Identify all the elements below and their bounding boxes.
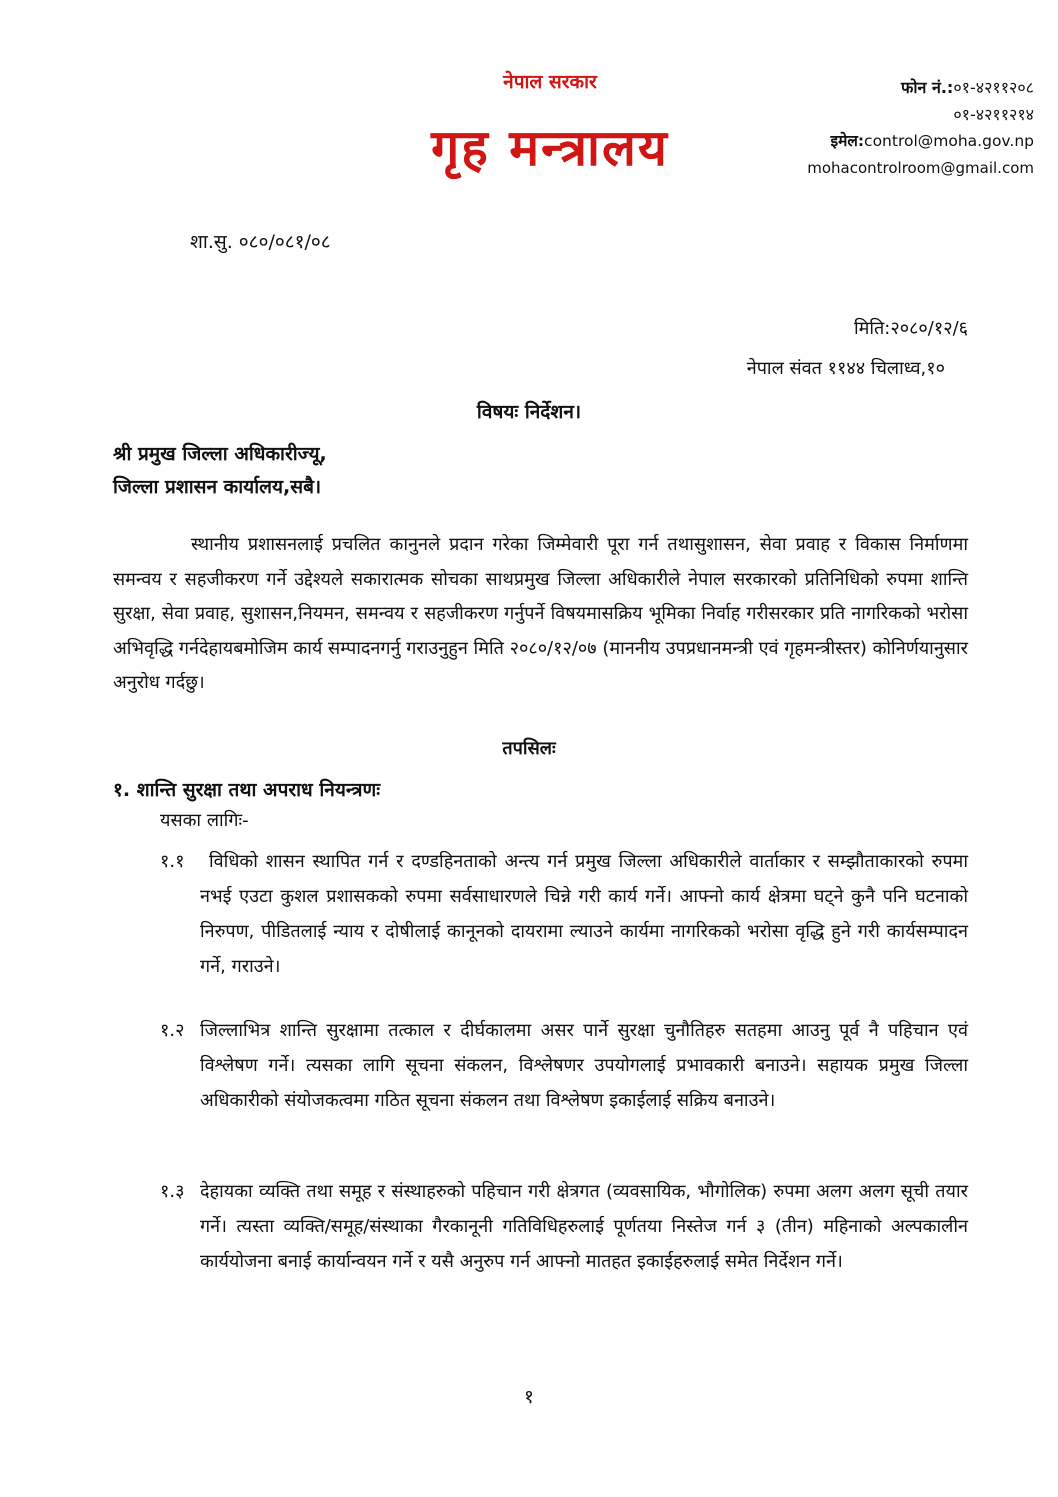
government-title: नेपाल सरकार bbox=[503, 71, 597, 93]
phone-label: फोन नं.: bbox=[901, 78, 954, 97]
contact-block bbox=[807, 74, 1034, 182]
annex-title: तपसिलः bbox=[502, 738, 556, 759]
list-item bbox=[160, 1013, 968, 1118]
email-2: mohacontrolroom@gmail.com bbox=[807, 159, 1034, 177]
body-paragraph: स्थानीय प्रशासनलाई प्रचलित कानुनले प्रदान गरेका जिम्मेवारी पूरा गर्न तथासुशासन, सेवा प्रवाह र विकास निर्माणमा समन्वय र सहजीकरण गर्ने उद्देश्यले सकारात्मक सोचका साथप्रमुख जिल्ला अधिकारीले नेपाल सरकारको प्रतिनिधिको रुपमा शान्ति सुरक्षा, सेवा प्रवाह, सुशासन,नियमन, समन्वय र सहजीकरण गर्नुपर्ने विषयमासक्रिय भूमिका निर्वाह गरीसरकार प्रति नागरिकको भरोसा अभिवृद्धि गर्नदेहायबमोजिम कार्य सम्पादनगर्नु गराउनुहुन मिति २०८०/१२/०७ (माननीय उपप्रधानमन्त्री एवं गृहमन्त्रीस्तर) कोनिर्णयानुसार अनुरोध गर्दछु। bbox=[113, 534, 968, 693]
item-text: विधिको शासन स्थापित गर्न र दण्डहिनताको अन्त्य गर्न प्रमुख जिल्ला अधिकारीले वार्ताकार र सम्झौताकारको रुपमा नभई एउटा कुशल प्रशासकको रुपमा सर्वसाधारणले चिन्ने गरी कार्य गर्ने। आफ्नो कार्य क्षेत्रमा घट्ने कुनै पनि घटनाको निरुपण, पीडितलाई न्याय र दोषीलाई कानूनको दायरामा ल्याउने कार्यमा नागरिकको भरोसा वृद्धि हुने गरी कार्यसम्पादन गर्ने, गराउने। bbox=[200, 851, 968, 977]
email-label: इमेल: bbox=[830, 132, 865, 150]
reference-number: शा.सु. ०८०/०८१/०८ bbox=[190, 231, 331, 253]
addressee-line-2: जिल्ला प्रशासन कार्यालय,सबै। bbox=[113, 476, 322, 498]
subject-line: विषयः निर्देशन। bbox=[476, 401, 582, 423]
ministry-title: गृह मन्त्रालय bbox=[431, 119, 669, 177]
date-nepal-sambat: नेपाल संवत ११४४ चिलाध्व,१० bbox=[746, 358, 945, 379]
addressee-block bbox=[113, 438, 327, 504]
page-number: १ bbox=[524, 1386, 534, 1408]
email-1: control@moha.gov.np bbox=[864, 132, 1034, 150]
email-line bbox=[807, 128, 1034, 155]
section-heading: १. शान्ति सुरक्षा तथा अपराध नियन्त्रणः bbox=[113, 779, 381, 801]
list-item bbox=[160, 1174, 968, 1279]
item-number: १.३ bbox=[160, 1181, 185, 1202]
list-item bbox=[160, 844, 968, 984]
phone-line-1 bbox=[807, 74, 1034, 101]
item-number: १.१ bbox=[160, 851, 185, 872]
date-bs: मिति:२०८०/१२/६ bbox=[853, 318, 968, 339]
item-text: जिल्लाभित्र शान्ति सुरक्षामा तत्काल र दीर्घकालमा असर पार्ने सुरक्षा चुनौतिहरु सतहमा आउनु पूर्व नै पहिचान एवं विश्लेषण गर्ने। त्यसका लागि सूचना संकलन, विश्लेषणर उपयोगलाई प्रभावकारी बनाउने। सहायक प्रमुख जिल्ला अधिकारीको संयोजकत्वमा गठित सूचना संकलन तथा विश्लेषण इकाईलाई सक्रिय बनाउने। bbox=[200, 1020, 968, 1111]
phone-line-2: ०१-४२११२१४ bbox=[953, 105, 1034, 124]
phone-1: ०१-४२११२०८ bbox=[953, 78, 1034, 97]
item-number: १.२ bbox=[160, 1020, 185, 1041]
section-intro: यसका लागिः- bbox=[160, 810, 249, 831]
addressee-line-1: श्री प्रमुख जिल्ला अधिकारीज्यू, bbox=[113, 443, 327, 465]
item-text: देहायका व्यक्ति तथा समूह र संस्थाहरुको पहिचान गरी क्षेत्रगत (व्यवसायिक, भौगोलिक) रुपमा अलग अलग सूची तयार गर्ने। त्यस्ता व्यक्ति/समूह/संस्थाका गैरकानूनी गतिविधिहरुलाई पूर्णतया निस्तेज गर्न ३ (तीन) महिनाको अल्पकालीन कार्ययोजना बनाई कार्यान्वयन गर्ने र यसै अनुरुप गर्न आफ्नो मातहत इकाईहरुलाई समेत निर्देशन गर्ने। bbox=[200, 1181, 968, 1272]
